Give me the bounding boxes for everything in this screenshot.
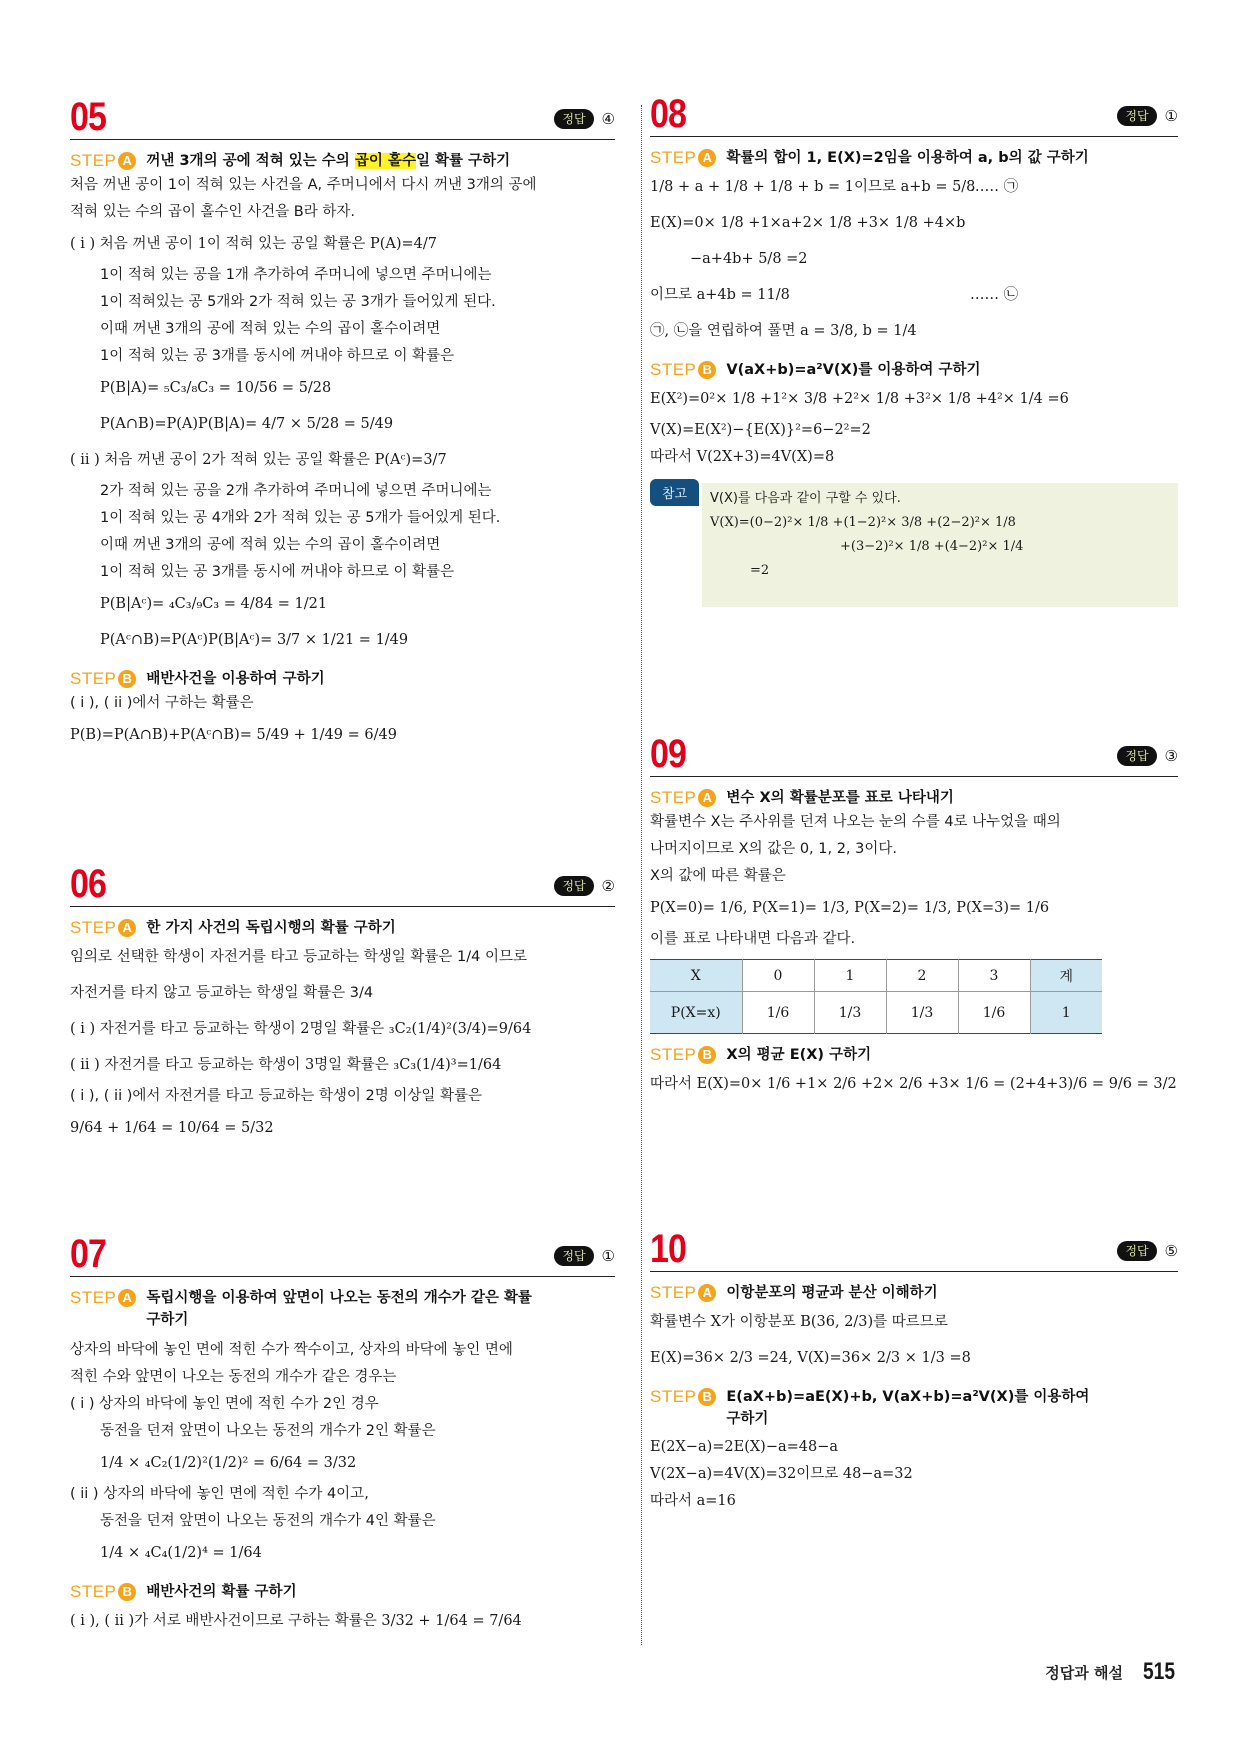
step-label: STEP [70,1288,117,1307]
step-label: STEP [650,1045,697,1064]
step-title: 배반사건을 이용하여 구하기 [146,671,325,687]
answer-badge: 정답 [1117,1241,1156,1261]
table-header-cell: 계 [1030,960,1102,992]
formula-line: −a+4b+ 5/8 =2 [690,251,808,267]
text-line: 적힌 수와 앞면이 나오는 동전의 개수가 같은 경우는 [70,1369,397,1385]
step-label: STEP [70,918,117,937]
text-line: 자전거를 타지 않고 등교하는 학생일 확률은 3/4 [70,985,374,1001]
step-b-heading [650,1044,1178,1066]
formula-line: P(B|Aᶜ)= ₄C₃/₉C₃ = 4/84 = 1/21 [100,596,328,612]
problem-header [70,1225,615,1277]
problem-number: 10 [650,1227,687,1271]
table-header-cell: X [650,960,742,992]
answer-indicator [554,876,615,896]
problem-number: 06 [70,862,107,906]
step-tag [70,668,136,690]
step-letter-icon: A [698,789,716,807]
answer-value: ③ [1164,747,1178,765]
formula-line: E(2X−a)=2E(X)−a=48−a [650,1439,839,1455]
text-line: ( i ), ( ii )에서 구하는 확률은 [70,695,254,711]
step-letter-icon: A [118,919,136,937]
text-line: 나머지이므로 X의 값은 0, 1, 2, 3이다. [650,841,898,857]
answer-value: ① [1164,107,1178,125]
case-i-line: ( i ) 처음 꺼낸 공이 1이 적혀 있는 공일 확률은 P(A)=4/7 [70,236,438,252]
answer-indicator [554,1246,615,1266]
step-title: X의 평균 E(X) 구하기 [726,1047,872,1063]
formula-line: ( i ), ( ii )가 서로 배반사건이므로 구하는 확률은 3/32 + 1/64 = 7/64 [70,1613,522,1629]
step-tag [650,1386,716,1408]
step-letter-icon: B [698,361,716,379]
step-tag [70,1287,136,1309]
problem-05 [70,88,615,753]
formula-line: E(X²)=0²× 1/8 +1²× 3/8 +2²× 1/8 +3²× 1/8 +4²× 1/4 =6 [650,391,1069,407]
problem-number: 08 [650,92,687,136]
step-letter-icon: A [698,149,716,167]
table-cell: 3 [958,960,1030,992]
case-i-line: ( i ) 상자의 바닥에 놓인 면에 적힌 수가 2인 경우 [70,1396,379,1412]
text-line: ( i ), ( ii )에서 자전거를 타고 등교하는 학생이 2명 이상일 확률은 [70,1088,483,1104]
text-line: 1이 적혀 있는 공 4개와 2가 적혀 있는 공 5개가 들어있게 된다. [100,510,501,526]
step-a-heading [70,1287,615,1331]
problem-header [70,88,615,140]
text-line: 1이 적혀 있는 공을 1개 추가하여 주머니에 넣으면 주머니에는 [100,267,492,283]
problem-08 [650,85,1178,607]
step-tag [70,917,136,939]
formula-line: P(B)=P(A∩B)+P(Aᶜ∩B)= 5/49 + 1/49 = 6/49 [70,727,397,743]
step-title: 확률의 합이 1, E(X)=2임을 이용하여 a, b의 값 구하기 [726,150,1089,166]
equation-text: 1/8 + a + 1/8 + 1/8 + b = 1이므로 a+b = 5/8 [650,179,976,195]
step-b-heading [70,1581,615,1603]
step-title: 배반사건의 확률 구하기 [146,1584,297,1600]
text-line: X의 값에 따른 확률은 [650,868,786,884]
note-line: =2 [750,563,770,578]
step-tag [70,150,136,172]
step-title-line1: 독립시행을 이용하여 앞면이 나오는 동전의 개수가 같은 확률 [146,1290,532,1306]
note-line: V(X)=(0−2)²× 1/8 +(1−2)²× 3/8 +(2−2)²× 1/8 [710,515,1016,530]
problem-number: 07 [70,1232,107,1276]
answer-badge: 정답 [554,876,593,896]
formula-line: ㉠, ㉡을 연립하여 풀면 a = 3/8, b = 1/4 [650,323,917,339]
equation-text: 이므로 a+4b = 11/8 [650,287,790,303]
problem-number: 09 [650,732,687,776]
answer-value: ① [601,1247,615,1265]
formula-line: E(X)=0× 1/8 +1×a+2× 1/8 +3× 1/8 +4×b [650,215,966,231]
page-footer [1045,1658,1179,1686]
step-label: STEP [650,360,697,379]
formula-line: V(2X−a)=4V(X)=32이므로 48−a=32 [650,1466,913,1482]
step-letter-icon: B [118,1583,136,1601]
probability-distribution-table [650,959,1102,1034]
table-cell: 0 [742,960,814,992]
table-row [650,960,1102,992]
equation-2 [650,277,1178,313]
text-line: 이때 꺼낸 3개의 공에 적혀 있는 수의 곱이 홀수이려면 [100,321,441,337]
step-b-heading [650,359,1178,381]
formula-line: P(B|A)= ₅C₃/₈C₃ = 10/56 = 5/28 [100,380,332,396]
answer-indicator [1117,1241,1178,1261]
table-cell: 1/3 [886,992,958,1034]
step-title: 변수 X의 확률분포를 표로 나타내기 [726,790,954,806]
step-a-heading [650,787,1178,809]
equation-marker: …… ㉡ [970,287,1019,303]
answer-badge: 정답 [554,1246,593,1266]
reference-note [650,479,1178,607]
case-ii-line: ( ii ) 처음 꺼낸 공이 2가 적혀 있는 공일 확률은 P(Aᶜ)=3/7 [70,452,447,468]
step-label: STEP [70,669,117,688]
note-box [702,483,1178,607]
step-title: V(aX+b)=a²V(X)를 이용하여 구하기 [726,362,981,378]
step-title [146,1287,532,1331]
step-letter-icon: A [118,1289,136,1307]
text-line: 상자의 바닥에 놓인 면에 적힌 수가 짝수이고, 상자의 바닥에 놓인 면에 [70,1342,513,1358]
answer-indicator [554,109,615,129]
step-tag [70,1581,136,1603]
table-cell: 1 [814,960,886,992]
problem-header [70,855,615,907]
answer-badge: 정답 [1117,746,1156,766]
table-cell: 1/3 [814,992,886,1034]
page-number: 515 [1142,1658,1175,1685]
step-title: 한 가지 사건의 독립시행의 확률 구하기 [146,920,396,936]
problem-number: 05 [70,95,107,139]
answer-value: ④ [601,110,615,128]
table-cell: 1/6 [958,992,1030,1034]
formula-line: P(Aᶜ∩B)=P(Aᶜ)P(B|Aᶜ)= 3/7 × 1/21 = 1/49 [100,632,409,648]
step-title-line2: 구하기 [726,1411,769,1427]
step-b-heading [70,668,615,690]
step-tag [650,1282,716,1304]
formula-line: 따라서 V(2X+3)=4V(X)=8 [650,449,835,465]
step-label: STEP [70,1582,117,1601]
answer-indicator [1117,746,1178,766]
step-label: STEP [650,788,697,807]
table-cell: 2 [886,960,958,992]
step-letter-icon: B [118,670,136,688]
equation-1 [650,169,1178,205]
step-letter-icon: B [698,1046,716,1064]
step-letter-icon: A [698,1284,716,1302]
step-label: STEP [650,1283,697,1302]
formula-line: P(X=0)= 1/6, P(X=1)= 1/3, P(X=2)= 1/3, P(X=3)= 1/6 [650,900,1050,916]
answer-indicator [1117,106,1178,126]
case-ii-line: ( ii ) 자전거를 타고 등교하는 학생이 3명일 확률은 ₃C₃(1/4)³=1/64 [70,1057,502,1073]
formula-line: 따라서 a=16 [650,1493,736,1509]
step-letter-icon: A [118,152,136,170]
problem-06 [70,855,615,1146]
text-line: 1이 적혀 있는 공 3개를 동시에 꺼내야 하므로 이 확률은 [100,348,455,364]
step-title [726,1386,1089,1430]
step-tag [650,147,716,169]
case-i-line: ( i ) 자전거를 타고 등교하는 학생이 2명일 확률은 ₃C₂(1/4)²(3/4)=9/64 [70,1021,532,1037]
problem-09 [650,725,1178,1102]
step-a-heading [70,150,615,172]
note-line: V(X)를 다음과 같이 구할 수 있다. [710,491,901,506]
footer-label: 정답과 해설 [1045,1663,1123,1682]
problem-10 [650,1220,1178,1515]
problem-07 [70,1225,615,1639]
table-header-cell: 1 [1030,992,1102,1034]
formula-line: 1/4 × ₄C₄(1/2)⁴ = 1/64 [100,1545,262,1561]
text-line: 동전을 던져 앞면이 나오는 동전의 개수가 4인 확률은 [100,1513,436,1529]
equation-marker: …… ㉠ [970,179,1019,195]
table-row [650,992,1102,1034]
answer-badge: 정답 [554,109,593,129]
text-line: 임의로 선택한 학생이 자전거를 타고 등교하는 학생일 확률은 1/4 이므로 [70,949,528,965]
step-letter-icon: B [698,1388,716,1406]
step-tag [650,359,716,381]
note-line: +(3−2)²× 1/8 +(4−2)²× 1/4 [840,539,1024,554]
table-cell: 1/6 [742,992,814,1034]
problem-header [650,85,1178,137]
note-badge: 참고 [650,479,699,506]
formula-line: 확률변수 X가 이항분포 B(36, 2/3)를 따르므로 [650,1314,948,1330]
step-label: STEP [70,151,117,170]
text-line: 적혀 있는 수의 곱이 홀수인 사건을 B라 하자. [70,204,355,220]
answer-value: ② [601,877,615,895]
step-tag [650,1044,716,1066]
step-title [146,150,510,172]
text-line: 확률변수 X는 주사위를 던져 나오는 눈의 수를 4로 나누었을 때의 [650,814,1061,830]
formula-line: P(A∩B)=P(A)P(B|A)= 4/7 × 5/28 = 5/49 [100,416,394,432]
step-a-heading [650,1282,1178,1304]
text-line: 2가 적혀 있는 공을 2개 추가하여 주머니에 넣으면 주머니에는 [100,483,492,499]
formula-line: 9/64 + 1/64 = 10/64 = 5/32 [70,1120,274,1136]
text-line: 1이 적혀있는 공 5개와 2가 적혀 있는 공 3개가 들어있게 된다. [100,294,496,310]
highlighted-text: 곱이 홀수 [354,153,416,169]
step-title-pre: 꺼낸 3개의 공에 적혀 있는 수의 [146,153,355,169]
answer-value: ⑤ [1164,1242,1178,1260]
text-line: 1이 적혀 있는 공 3개를 동시에 꺼내야 하므로 이 확률은 [100,564,455,580]
answer-badge: 정답 [1117,106,1156,126]
step-title-line2: 구하기 [146,1312,189,1328]
formula-line: 따라서 E(X)=0× 1/6 +1× 2/6 +2× 2/6 +3× 1/6 = (2+4+3)/6 = 9/6 = 3/2 [650,1076,1177,1092]
column-divider [641,105,642,1645]
step-b-heading [650,1386,1178,1430]
formula-line: V(X)=E(X²)−{E(X)}²=6−2²=2 [650,422,871,438]
step-title-line1: E(aX+b)=aE(X)+b, V(aX+b)=a²V(X)를 이용하여 [726,1389,1090,1405]
step-a-heading [70,917,615,939]
step-title-post: 일 확률 구하기 [415,153,511,169]
formula-line: E(X)=36× 2/3 =24, V(X)=36× 2/3 × 1/3 =8 [650,1350,971,1366]
problem-header [650,1220,1178,1272]
problem-header [650,725,1178,777]
step-a-heading [650,147,1178,169]
text-line: 이때 꺼낸 3개의 공에 적혀 있는 수의 곱이 홀수이려면 [100,537,441,553]
step-label: STEP [650,1387,697,1406]
step-title: 이항분포의 평균과 분산 이해하기 [726,1285,938,1301]
text-line: 동전을 던져 앞면이 나오는 동전의 개수가 2인 확률은 [100,1423,436,1439]
case-ii-line: ( ii ) 상자의 바닥에 놓인 면에 적힌 수가 4이고, [70,1486,369,1502]
step-label: STEP [650,148,697,167]
text-line: 처음 꺼낸 공이 1이 적혀 있는 사건을 A, 주머니에서 다시 꺼낸 3개의 공에 [70,177,537,193]
table-header-cell: P(X=x) [650,992,742,1034]
formula-line: 1/4 × ₄C₂(1/2)²(1/2)² = 6/64 = 3/32 [100,1455,357,1471]
step-tag [650,787,716,809]
text-line: 이를 표로 나타내면 다음과 같다. [650,931,856,947]
